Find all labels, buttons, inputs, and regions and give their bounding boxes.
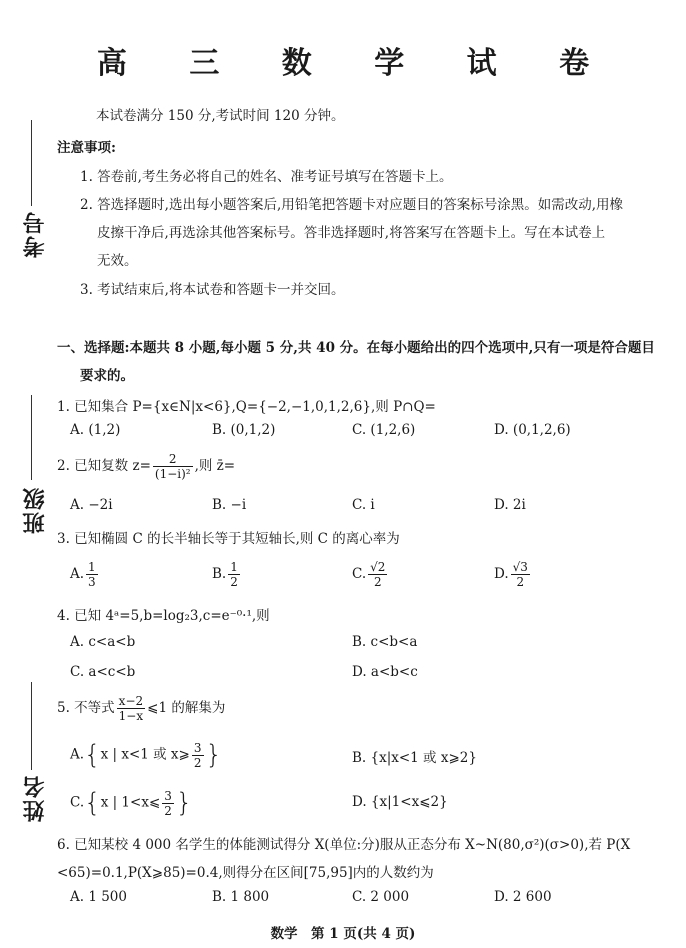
q6-option-b: B. 1 800 <box>212 889 270 905</box>
q5-frac-num: x−2 <box>118 694 144 708</box>
q1-option-b: B. (0,1,2) <box>212 422 276 438</box>
question-6-stem-cont: <65)=0.1,P(X⩾85)=0.4,则得分在区间[75,95]内的人数约为 <box>57 865 434 881</box>
class-line <box>31 395 32 480</box>
q2-stem-post: ,则 z̄= <box>194 458 236 474</box>
q5-option-c <box>70 788 192 818</box>
exam-no-line <box>31 120 32 206</box>
note-item: 3. 考试结束后,将本试卷和答题卡一并交回。 <box>80 282 345 298</box>
q3-b-fraction <box>228 560 240 589</box>
q6-option-c: C. 2 000 <box>352 889 410 905</box>
q4-option-a: A. c<a<b <box>70 634 136 650</box>
left-brace-icon: { <box>84 788 101 818</box>
q3-a-den: 3 <box>88 575 96 589</box>
q3-a-num: 1 <box>88 560 96 574</box>
left-brace-icon: { <box>84 740 101 770</box>
q5-c-body: x | 1<x⩽ <box>100 794 161 811</box>
q5-c-fraction <box>162 789 174 818</box>
q3-c-fraction <box>368 560 387 589</box>
page-footer: 数学 第 1 页(共 4 页) <box>270 926 416 942</box>
q2-frac-num: 2 <box>153 452 193 467</box>
q4-option-d: D. a<b<c <box>352 664 418 680</box>
right-brace-icon: } <box>205 740 223 770</box>
q1-option-c: C. (1,2,6) <box>352 422 416 438</box>
q5-c-label: C. <box>70 794 85 811</box>
q3-b-den: 2 <box>230 575 238 589</box>
q5-a-body: x | x<1 或 x⩾ <box>100 746 190 763</box>
q5-a-num: 3 <box>193 740 202 755</box>
question-3-stem: 3. 已知椭圆 C 的长半轴长等于其短轴长,则 C 的离心率为 <box>57 531 400 547</box>
q5-a-fraction <box>192 741 204 770</box>
q2-frac-den: (1−i)² <box>154 467 191 481</box>
name-line <box>31 682 32 770</box>
q1-option-a: A. (1,2) <box>70 422 121 438</box>
question-2-stem <box>57 452 235 481</box>
q5-a-label: A. <box>70 746 85 763</box>
note-item: 1. 答卷前,考生务必将自己的姓名、准考证号填写在答题卡上。 <box>80 169 453 185</box>
q2-stem-pre: 2. 已知复数 z= <box>57 458 151 474</box>
q3-a-label: A. <box>70 566 85 582</box>
class-label: 班级 <box>22 486 48 534</box>
q3-option-c <box>352 560 389 589</box>
q2-fraction <box>153 452 193 481</box>
q2-option-d: D. 2i <box>494 497 526 513</box>
section-heading-cont: 要求的。 <box>80 368 134 384</box>
q3-option-b <box>212 560 242 589</box>
q3-d-num: √3 <box>512 560 528 574</box>
q5-option-b: B. {x|x<1 或 x⩾2} <box>352 750 477 766</box>
q5-c-num: 3 <box>164 788 172 803</box>
q3-option-a <box>70 560 100 589</box>
q3-d-den: 2 <box>516 575 525 589</box>
q3-b-label: B. <box>212 566 227 582</box>
note-item: 皮擦干净后,再选涂其他答案标号。答非选择题时,将答案写在答题卡上。写在本试卷上 <box>97 225 606 241</box>
exam-no-label: 考号 <box>22 210 48 258</box>
q5-stem-post: ⩽1 的解集为 <box>147 700 226 716</box>
q5-option-a <box>70 740 222 770</box>
page-title: 高 三 数 学 试 卷 <box>96 46 616 81</box>
q3-c-label: C. <box>352 566 367 582</box>
q3-d-label: D. <box>494 566 509 582</box>
q5-a-den: 2 <box>193 755 202 770</box>
q5-frac-den: 1−x <box>118 709 144 723</box>
intro-text: 本试卷满分 150 分,考试时间 120 分钟。 <box>96 108 345 124</box>
q5-c-den: 2 <box>164 803 172 818</box>
q5-stem-pre: 5. 不等式 <box>57 700 115 716</box>
question-6-stem: 6. 已知某校 4 000 名学生的体能测试得分 X(单位:分)服从正态分布 X~N(80,σ²)(σ>0),若 P(X <box>57 837 631 853</box>
note-item: 无效。 <box>97 253 138 269</box>
q5-option-d: D. {x|1<x⩽2} <box>352 794 448 810</box>
name-label: 姓名 <box>22 774 48 822</box>
q1-option-d: D. (0,1,2,6) <box>494 422 571 438</box>
q4-option-c: C. a<c<b <box>70 664 136 680</box>
notes-heading: 注意事项: <box>57 140 116 156</box>
q3-a-fraction <box>86 560 98 589</box>
q6-option-a: A. 1 500 <box>70 889 127 905</box>
q3-c-den: 2 <box>373 575 382 589</box>
question-5-stem <box>57 694 225 723</box>
q6-option-d: D. 2 600 <box>494 889 552 905</box>
section-heading: 一、选择题:本题共 8 小题,每小题 5 分,共 40 分。在每小题给出的四个选项中,只有一项是符合题目 <box>57 340 655 356</box>
q2-option-b: B. −i <box>212 497 247 513</box>
q2-option-a: A. −2i <box>70 497 113 513</box>
q3-option-d <box>494 560 532 589</box>
q4-option-b: B. c<b<a <box>352 634 418 650</box>
question-1-stem: 1. 已知集合 P={x∈N|x<6},Q={−2,−1,0,1,2,6},则 P∩Q= <box>57 399 436 415</box>
q3-b-num: 1 <box>230 560 238 574</box>
q5-fraction <box>117 694 145 723</box>
q3-c-num: √2 <box>370 560 386 574</box>
right-brace-icon: } <box>175 788 193 818</box>
q3-d-fraction <box>511 560 530 589</box>
q2-option-c: C. i <box>352 497 375 513</box>
question-4-stem: 4. 已知 4ᵃ=5,b=log₂3,c=e⁻⁰·¹,则 <box>57 608 270 624</box>
note-item: 2. 答选择题时,选出每小题答案后,用铅笔把答题卡对应题目的答案标号涂黑。如需改动,用橡 <box>80 197 624 213</box>
